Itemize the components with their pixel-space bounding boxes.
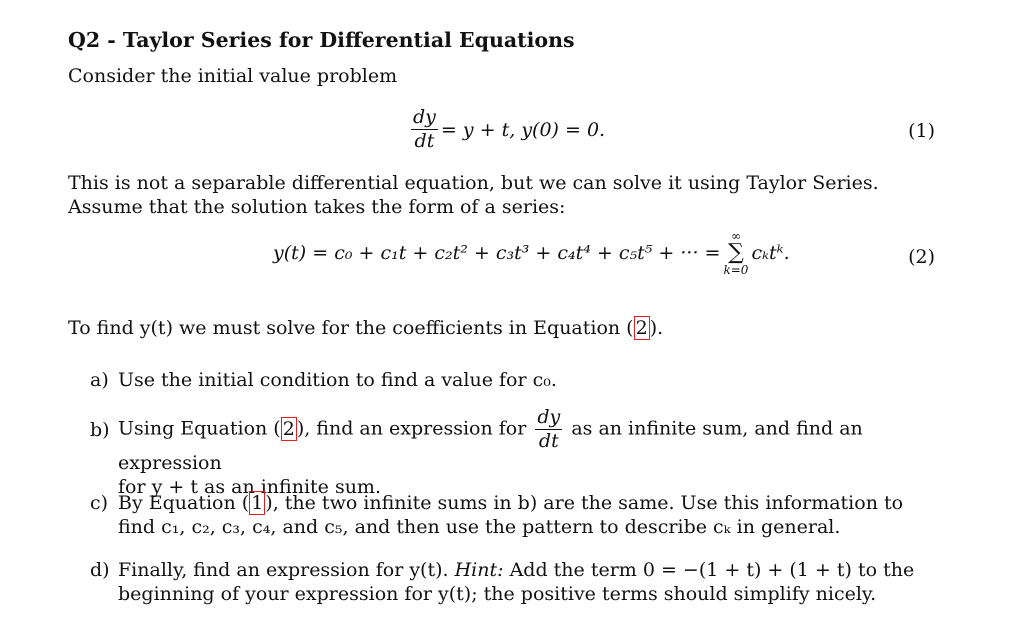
equation-2-number: (2) xyxy=(908,246,935,268)
paragraph-3 xyxy=(68,316,938,340)
dy-dt-fraction xyxy=(535,408,562,451)
item-label: c) xyxy=(90,492,109,514)
item-d-after: Add the term 0 = −(1 + t) + (1 + t) to the beginning of your expression for y(t); the positive terms should simplify nicely. xyxy=(118,559,915,605)
item-label: a) xyxy=(90,369,109,391)
fraction-numerator: dy xyxy=(537,406,561,428)
list-item-d xyxy=(90,558,938,606)
equation-1 xyxy=(408,108,605,151)
sum-upper-limit: ∞ xyxy=(730,229,741,243)
equation-2 xyxy=(273,230,790,276)
list-item-b xyxy=(90,408,938,499)
question-title: Q2 - Taylor Series for Differential Equations xyxy=(68,28,575,52)
sigma-symbol: ∑ xyxy=(728,240,744,265)
dy-dt-fraction xyxy=(411,108,438,151)
fraction-denominator: dt xyxy=(538,430,559,452)
sum-lower-limit: k=0 xyxy=(723,263,749,277)
list-item-a xyxy=(90,368,938,392)
item-text: Use the initial condition to find a value for c₀. xyxy=(118,369,557,391)
item-c-before: By Equation ( xyxy=(118,492,250,514)
fraction-numerator: dy xyxy=(413,106,436,128)
item-text xyxy=(118,558,938,606)
paragraph-3-before: To find y(t) we must solve for the coefficients in Equation ( xyxy=(68,317,634,339)
item-text xyxy=(118,491,938,539)
item-b-after: as an infinite sum, and find an expression xyxy=(118,417,863,474)
item-b-mid: ), find an expression for xyxy=(296,417,527,440)
item-b-before: Using Equation ( xyxy=(118,417,281,440)
equation-2-lhs: y(t) = c₀ + c₁t + c₂t² + c₃t³ + c₄t⁴ + c₅t⁵ + ··· = xyxy=(273,242,721,264)
item-label: b) xyxy=(90,419,110,441)
item-b-line2: for y + t as an infinite sum. xyxy=(118,476,381,498)
sum-term: cₖtᵏ. xyxy=(751,242,790,264)
item-d-before: Finally, find an expression for y(t). xyxy=(118,559,449,581)
equation-1-number: (1) xyxy=(908,120,935,142)
item-c-after: ), the two infinite sums in b) are the same. Use this information to find c₁, c₂, c₃, c₄, and c₅, and then use the pattern to describe cₖ in general. xyxy=(118,492,904,538)
paragraph-2: This is not a separable differential equation, but we can solve it using Taylor Series. Assume that the solution takes the form of a series: xyxy=(68,172,879,218)
list-item-c xyxy=(90,491,938,539)
item-label: d) xyxy=(90,559,110,581)
fraction-denominator: dt xyxy=(414,130,435,152)
summation xyxy=(723,230,748,276)
equation-ref-link[interactable]: 1 xyxy=(251,492,264,514)
equation-ref-link[interactable]: 2 xyxy=(282,417,295,440)
item-text xyxy=(118,408,938,499)
equation-ref-link[interactable]: 2 xyxy=(635,317,648,339)
equation-1-rhs: = y + t, y(0) = 0. xyxy=(440,118,606,141)
intro-text: Consider the initial value problem xyxy=(68,65,398,87)
hint-label: Hint: xyxy=(454,559,504,581)
paragraph-3-after: ). xyxy=(649,317,664,339)
